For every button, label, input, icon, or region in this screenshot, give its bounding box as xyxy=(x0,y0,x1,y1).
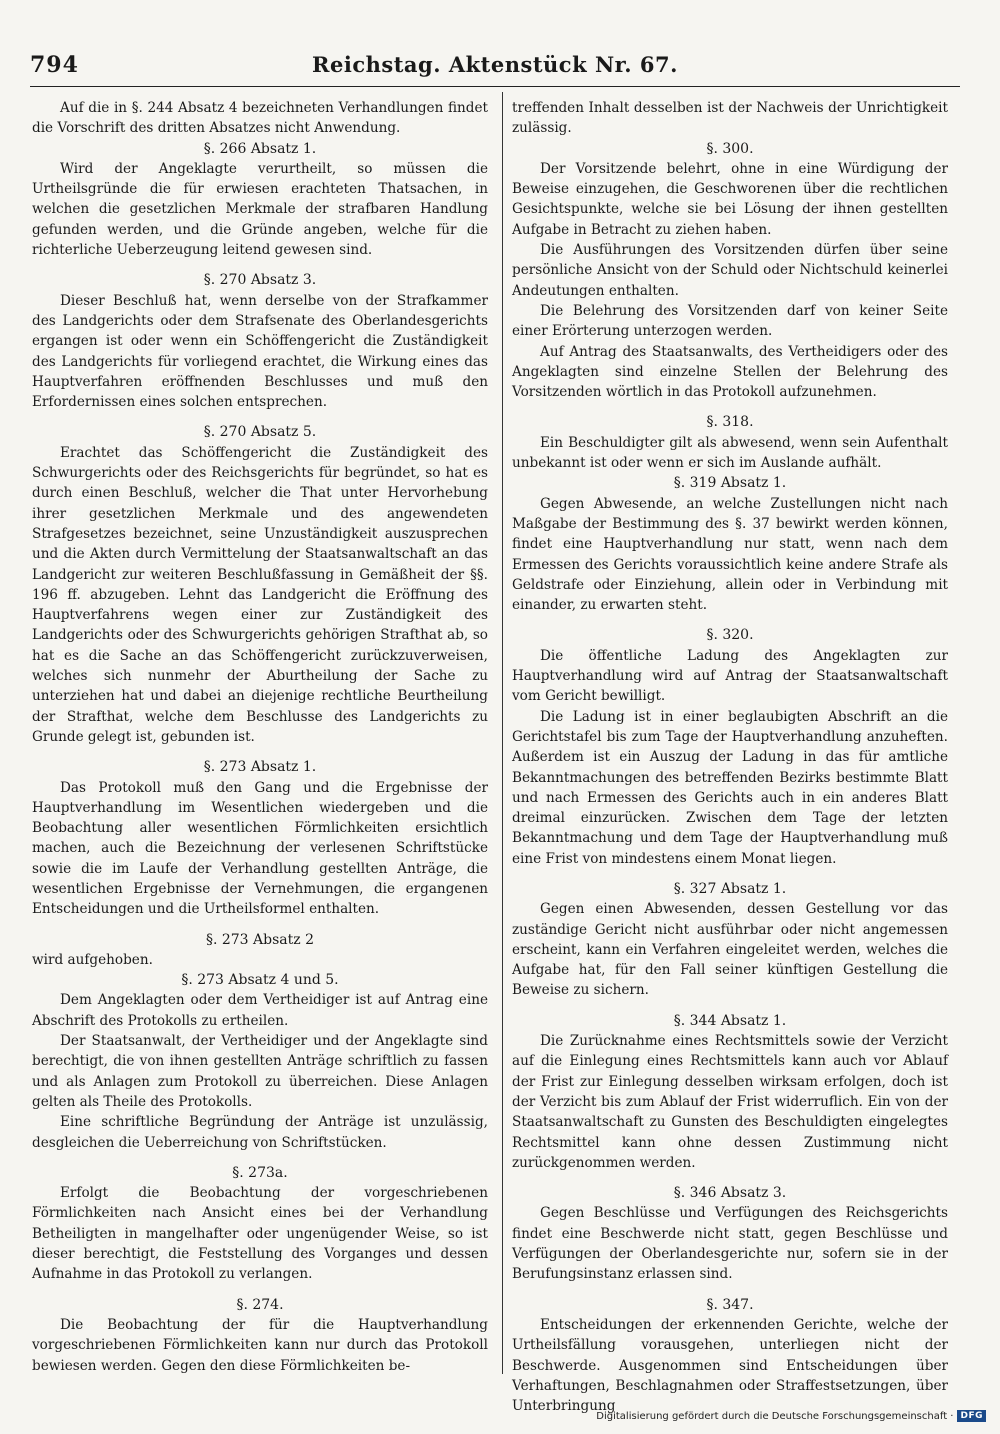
section-heading: §. 270 Absatz 3. xyxy=(203,272,317,289)
section-heading: §. 273 Absatz 4 und 5. xyxy=(181,972,339,989)
paragraph: Erfolgt die Beobachtung der vorgeschriebenen Förmlichkeiten nach Ansicht eines bei der Verhandlung Betheiligten in mangelhafter oder ungenügender Weise, so ist dieser berechtigt, die Feststellung des Vorganges und dessen Aufnahme in das Protokoll zu verlangen. xyxy=(32,1185,488,1283)
section-heading: §. 300. xyxy=(706,140,754,157)
page-header xyxy=(30,52,960,86)
section-heading: §. 273 Absatz 1. xyxy=(203,759,317,776)
paragraph: Wird der Angeklagte verurtheilt, so müssen die Urtheilsgründe die für erwiesen erachteten Thatsachen, in welchen die gesetzlichen Merkmale der strafbaren Handlung gefunden werden, und die Gründe angeben, welche für die richterliche Ueberzeugung leitend gewesen sind. xyxy=(32,160,488,259)
paragraph: Die Beobachtung der für die Hauptverhandlung vorgeschriebenen Förmlichkeiten kann nur durch das Protokoll bewiesen werden. Gegen den diese Förmlichkeiten be- xyxy=(32,1316,488,1374)
paragraph: Auf die in §. 244 Absatz 4 bezeichneten Verhandlungen findet die Vorschrift des dritten Absatzes nicht Anwendung. xyxy=(32,100,488,137)
paragraph: Die Ausführungen des Vorsitzenden dürfen über seine persönliche Ansicht von der Schuld oder Nichtschuld keinerlei Andeutungen enthalten. xyxy=(512,242,948,299)
header-rule xyxy=(30,86,960,87)
section-heading: §. 320. xyxy=(706,627,754,644)
section-heading: §. 270 Absatz 5. xyxy=(203,424,317,441)
page-number: 794 xyxy=(30,52,79,78)
running-head: Reichstag. Aktenstück Nr. 67. xyxy=(312,52,678,77)
dfg-logo: DFG xyxy=(957,1410,986,1422)
paragraph: Gegen Abwesende, an welche Zustellungen nicht nach Maßgabe der Bestimmung des §. 37 bewirkt werden können, findet eine Hauptverhandlung nur statt, wenn nach dem Ermessen des Gerichts voraussichtlich keine andere Strafe als Geldstrafe oder Einziehung, allein oder in Verbindung mit einander, zu erwarten steht. xyxy=(512,495,948,614)
section-heading: §. 319 Absatz 1. xyxy=(673,475,787,492)
paragraph: Auf Antrag des Staatsanwalts, des Vertheidigers oder des Angeklagten sind einzelne Stellen der Belehrung des Vorsitzenden wörtlich in das Protokoll aufzunehmen. xyxy=(512,343,948,401)
footer-credit: Digitalisierung gefördert durch die Deutsche Forschungsgemeinschaft · xyxy=(596,1410,954,1422)
paragraph: Dieser Beschluß hat, wenn derselbe von der Strafkammer des Landgerichts oder dem Strafsenate des Oberlandesgerichts ergangen ist oder wenn ein Schöffengericht die Zuständigkeit des Landgerichts für vorliegend erachtet, die Wirkung eines das Hauptverfahren eröffnenden Beschlusses und muß den Erfordernissen eines solchen entsprechen. xyxy=(32,292,488,411)
paragraph: Das Protokoll muß den Gang und die Ergebnisse der Hauptverhandlung im Wesentlichen wiedergeben und die Beobachtung aller wesentlichen Förmlichkeiten ersichtlich machen, auch die Bezeichnung der verlesenen Schriftstücke sowie die im Laufe der Verhandlung gestellten Anträge, die wesentlichen Ergebnisse der Vernehmungen, die ergangenen Entscheidungen und die Urtheilsformel enthalten. xyxy=(32,779,488,918)
section-heading: §. 327 Absatz 1. xyxy=(673,880,787,897)
section-heading: §. 318. xyxy=(706,414,754,431)
section-heading: §. 346 Absatz 3. xyxy=(673,1185,787,1202)
paragraph: Entscheidungen der erkennenden Gerichte, welche der Urtheilsfällung vorausgehen, unterliegen nicht der Beschwerde. Ausgenommen sind Entscheidungen über Verhaftungen, Beschlagnahmen oder Straffestsetzungen, über Unterbringung xyxy=(512,1316,948,1415)
paragraph: Die Ladung ist in einer beglaubigten Abschrift an die Gerichtstafel bis zum Tage der Hauptverhandlung anzuheften. Außerdem ist ein Auszug der Ladung in das für amtliche Bekanntmachungen des betreffenden Bezirks bestimmte Blatt und nach Ermessen des Gerichts auch in ein anderes Blatt dreimal einzurücken. Zwischen dem Tage der letzten Bekanntmachung und dem Tage der Hauptverhandlung muß eine Frist von mindestens einem Monat liegen. xyxy=(512,708,948,867)
section-heading: §. 273 Absatz 2 xyxy=(205,931,315,948)
left-column xyxy=(32,98,488,1376)
paragraph: Die öffentliche Ladung des Angeklagten zur Hauptverhandlung wird auf Antrag der Staatsanwaltschaft vom Gericht bewilligt. xyxy=(512,647,948,705)
section-heading: §. 347. xyxy=(706,1296,754,1313)
paragraph: Die Zurücknahme eines Rechtsmittels sowie der Verzicht auf die Einlegung eines Rechtsmittels kann auch vor Ablauf der Frist zur Einlegung desselben wirksam erfolgen, doch ist der Verzicht bis zum Ablauf der Frist widerruflich. Ein von der Staatsanwaltschaft zu Gunsten des Beschuldigten eingelegtes Rechtsmittel kann ohne dessen Zustimmung nicht zurückgenommen werden. xyxy=(512,1033,948,1171)
section-heading: §. 274. xyxy=(236,1296,284,1313)
right-column xyxy=(512,98,948,1416)
paragraph: wird aufgehoben. xyxy=(32,951,153,968)
paragraph: Der Staatsanwalt, der Vertheidiger und der Angeklagte sind berechtigt, die von ihnen gestellten Anträge schriftlich zu fassen und als Anlagen zum Protokoll zu überreichen. Diese Anlagen gelten als Theile des Protokolls. xyxy=(32,1033,488,1110)
paragraph: treffenden Inhalt desselben ist der Nachweis der Unrichtigkeit zulässig. xyxy=(512,100,948,137)
paragraph: Die Belehrung des Vorsitzenden darf von keiner Seite einer Erörterung unterzogen werden. xyxy=(512,302,948,340)
paragraph: Der Vorsitzende belehrt, ohne in eine Würdigung der Beweise einzugehen, die Geschworenen über die rechtlichen Gesichtspunkte, welche sie bei Lösung der ihnen gestellten Aufgabe in Betracht zu ziehen haben. xyxy=(512,160,948,238)
column-divider xyxy=(502,92,503,1374)
paragraph: Ein Beschuldigter gilt als abwesend, wenn sein Aufenthalt unbekannt ist oder wenn er sich im Auslande aufhält. xyxy=(512,434,948,472)
paragraph: Gegen Beschlüsse und Verfügungen des Reichsgerichts findet eine Beschwerde nicht statt, gegen Beschlüsse und Verfügungen der Oberlandesgerichte nur, sofern sie in der Berufungsinstanz erlassen sind. xyxy=(512,1205,948,1283)
paragraph: Dem Angeklagten oder dem Vertheidiger ist auf Antrag eine Abschrift des Protokolls zu ertheilen. xyxy=(32,992,488,1029)
footer xyxy=(596,1410,986,1422)
section-heading: §. 266 Absatz 1. xyxy=(203,140,317,157)
paragraph: Gegen einen Abwesenden, dessen Gestellung vor das zuständige Gericht nicht ausführbar oder nicht angemessen erscheint, kann ein Verfahren eingeleitet werden, welches die Aufgabe hat, für den Fall seiner künftigen Gestellung die Beweise zu sichern. xyxy=(512,901,948,999)
section-heading: §. 273a. xyxy=(232,1164,288,1181)
paragraph: Erachtet das Schöffengericht die Zuständigkeit des Schwurgerichts oder des Reichsgerichts für begründet, so hat es durch einen Beschluß, welcher die That unter Hervorhebung ihrer gesetzlichen Merkmale und des angewendeten Strafgesetzes bezeichnet, seine Unzuständigkeit auszusprechen und die Akten durch Vermittelung der Staatsanwaltschaft an das Landgericht zur weiteren Beschlußfassung in Gemäßheit der §§. 196 ff. abzugeben. Lehnt das Landgericht die Eröffnung des Hauptverfahrens wegen einer zur Zuständigkeit des Landgerichts oder des Schwurgerichts gehörigen Strafthat ab, so hat es die Sache an das Schöffengericht zurückzuverweisen, welches sich nunmehr der Aburtheilung der Sache zu unterziehen hat und dabei an diejenige rechtliche Beurtheilung der Strafthat, welche dem Beschlusse des Landgerichts zu Grunde gelegt ist, gebunden ist. xyxy=(32,444,488,745)
paragraph: Eine schriftliche Begründung der Anträge ist unzulässig, desgleichen die Ueberreichung von Schriftstücken. xyxy=(32,1114,488,1151)
section-heading: §. 344 Absatz 1. xyxy=(673,1012,787,1029)
